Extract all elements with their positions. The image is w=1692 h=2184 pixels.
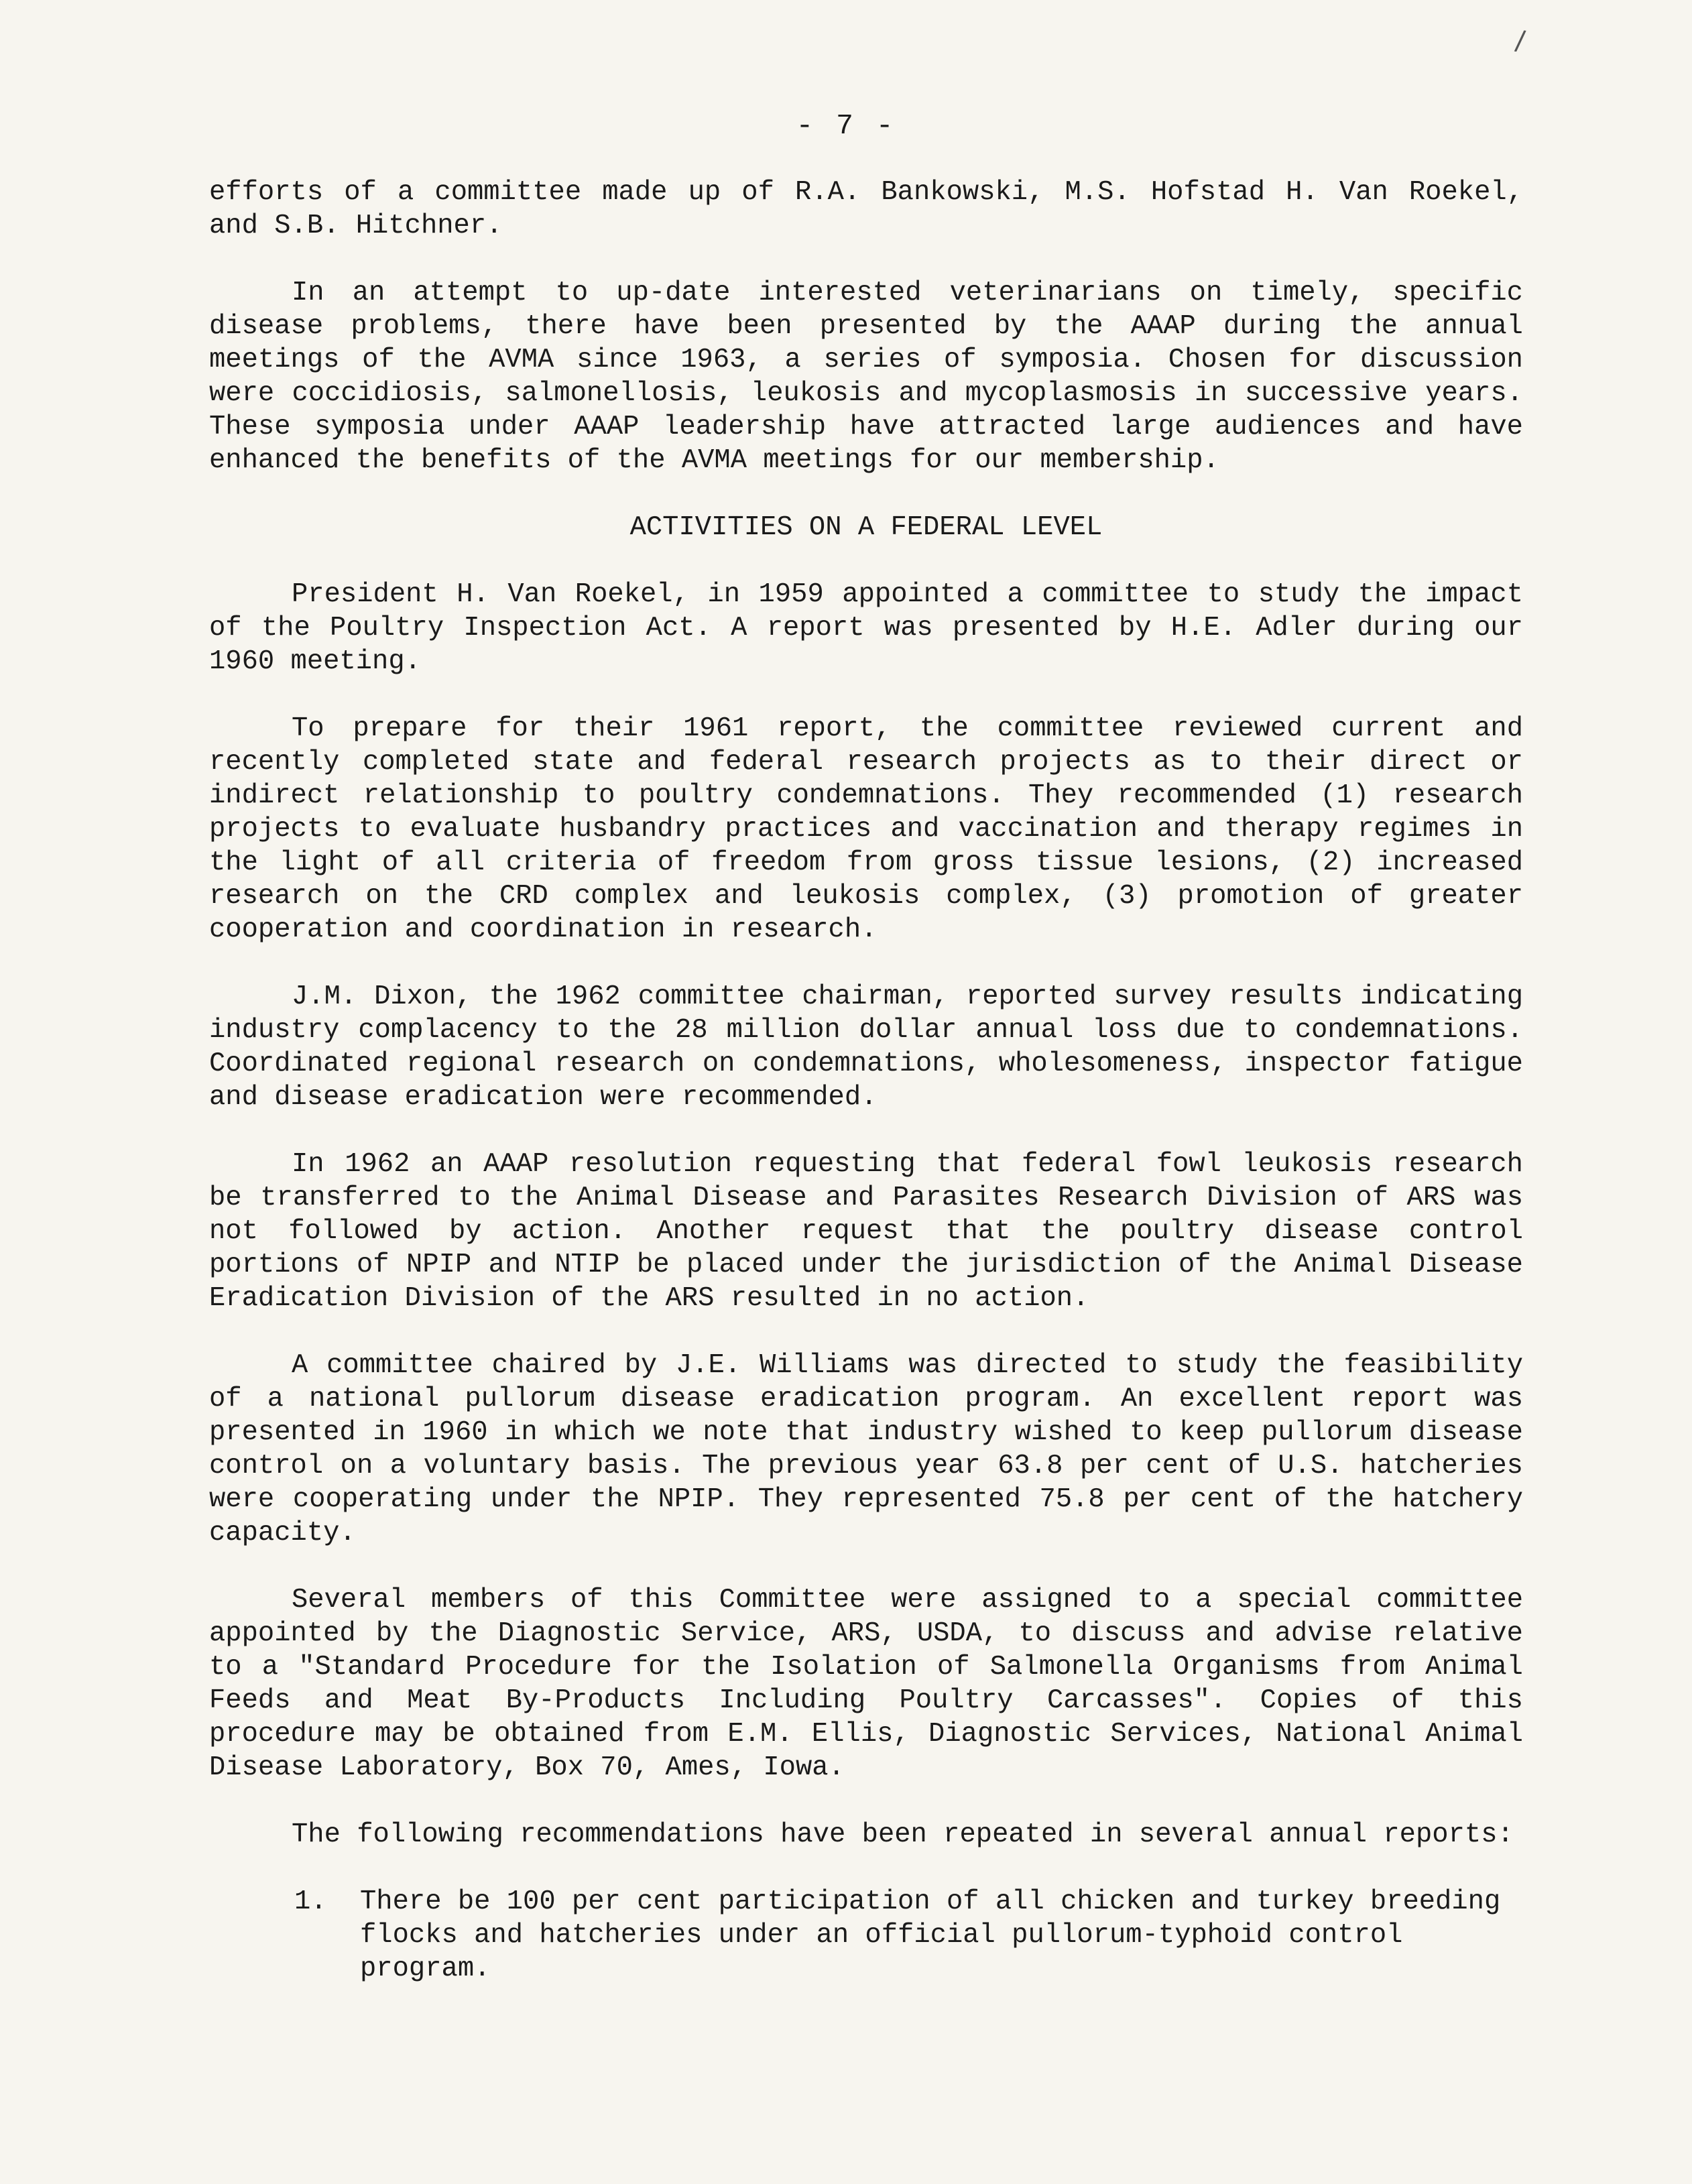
paragraph-recommendations-intro: The following recommendations have been repeated in several annual reports: [292, 1819, 1514, 1850]
paragraph-pullorum-eradication: A committee chaired by J.E. Williams was directed to study the feasibility of a national pullorum disease eradication program. An excellent report was presented in 1960 in which we note that industry wished to keep pullorum disease control on a voluntary basis. The previous year 63.8 per cent of U.S. hatcheries were cooperating under the NPIP. They represented 75.8 per cent of the hatchery capacity. [209, 1350, 1523, 1549]
paragraph-committee-members: efforts of a committee made up of R.A. Bankowski, M.S. Hofstad H. Van Roekel, and S.B. Hitchner. [209, 177, 1523, 241]
body-text [209, 176, 1523, 1986]
paragraph-1962-committee: J.M. Dixon, the 1962 committee chairman, reported survey results indicating industry complacency to the 28 million dollar annual loss due to condemnations. Coordinated regional research on condemnations, wholesomeness, inspector fatigue and disease eradication were recommended. [209, 981, 1523, 1113]
paragraph-leukosis-resolution: In 1962 an AAAP resolution requesting that federal fowl leukosis research be transferred to the Animal Disease and Parasites Research Division of ARS was not followed by action. Another request that the poultry disease control portions of NPIP and NTIP be placed under the jurisdiction of the Animal Disease Eradication Division of the ARS resulted in no action. [209, 1149, 1523, 1314]
list-item-recommendation-1 [209, 1885, 1523, 1986]
list-item-text: There be 100 per cent participation of all chicken and turkey breeding flocks and hatcheries under an official pullorum-typhoid control program. [360, 1886, 1501, 1984]
page-number: - 7 - [796, 109, 896, 142]
paragraph-salmonella-procedure: Several members of this Committee were assigned to a special committee appointed by the Diagnostic Service, ARS, USDA, to discuss and advise relative to a "Standard Procedure for the Isolation of Salmonella Organisms from Animal Feeds and Meat By-Products Including Poultry Carcasses". Copies of this procedure may be obtained from E.M. Ellis, Diagnostic Services, National Animal Disease Laboratory, Box 70, Ames, Iowa. [209, 1585, 1523, 1783]
paragraph-1961-report: To prepare for their 1961 report, the committee reviewed current and recently completed state and federal research projects as to their direct or indirect relationship to poultry condemnations. They recommended (1) research projects to evaluate husbandry practices and vaccination and therapy regimes in the light of all criteria of freedom from gross tissue lesions, (2) increased research on the CRD complex and leukosis complex, (3) promotion of greater cooperation and coordination in research. [209, 713, 1523, 945]
list-item-number: 1. [294, 1886, 327, 1917]
section-heading-federal-activities: ACTIVITIES ON A FEDERAL LEVEL [629, 512, 1103, 543]
paragraph-symposia: In an attempt to up-date interested veterinarians on timely, specific disease problems, there have been presented by the AAAP during the annual meetings of the AVMA since 1963, a series of symposia. Chosen for discussion were coccidiosis, salmonellosis, leukosis and mycoplasmosis in successive years. These symposia under AAAP leadership have attracted large audiences and have enhanced the benefits of the AVMA meetings for our membership. [209, 278, 1523, 476]
paragraph-poultry-inspection-act: President H. Van Roekel, in 1959 appointed a committee to study the impact of the Poultry Inspection Act. A report was presented by H.E. Adler during our 1960 meeting. [209, 579, 1523, 677]
stray-pen-mark: / [1513, 25, 1527, 57]
